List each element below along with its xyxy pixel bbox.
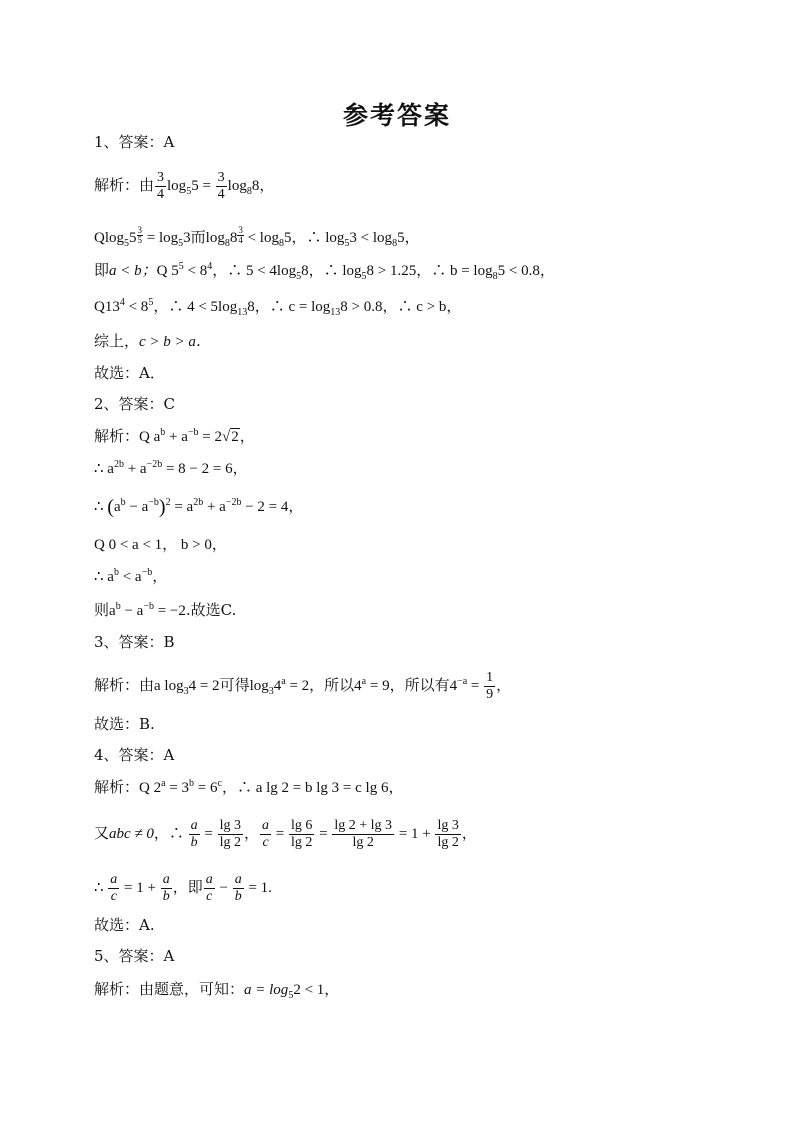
q4-answer: 4、答案：A xyxy=(94,746,175,764)
fraction: $\frac{\lg 6}{\lg 2}$ xyxy=(291,818,313,850)
q1-choose: 故选：A． xyxy=(94,364,165,382)
q1-explain-line-3: 即a < b；Q $5^5 < 8^4$，∴ $5 < 4\log_58$，∴ $\log_58 > 1.25$，∴ $b = \log_85 < 0.8$， xyxy=(94,261,555,282)
q2-explain-line-5: ∴ $a^b < a^{-b}$， xyxy=(94,567,168,585)
q1-formula-1: $\frac{3}{4}$ $\log_55$ = $\frac{3}{4}$ $\log_88$， xyxy=(157,170,275,202)
q2-explain-line-3: ∴ $(a^b - a^{-b})^2 = a^{2b} + a^{-2b} - 2 = 4$， xyxy=(94,496,304,518)
fraction: $\frac{1}{9}$ xyxy=(486,670,494,702)
fraction: $\frac{a}{b}$ xyxy=(234,872,242,904)
fraction: $\frac{a}{b}$ xyxy=(162,872,170,904)
q3-explain-line-1: 解析：由a $\log_34 = 2$可得$\log_34^a = 2$，所以$4^a = 9$，所以有$4^{-a}$ = $\frac{1}{9}$ ， xyxy=(94,670,512,702)
fraction: $\frac{a}{b}$ xyxy=(190,818,198,850)
exponent-fraction: $\frac{3}{5}$ xyxy=(137,225,143,245)
q3-choose: 故选：B. xyxy=(94,715,155,733)
q1-explain-line-2: Qlog$_5$5 $\frac{3}{5}$ = $\log_53$而$\log_88$ $\frac{3}{4}$ < $\log_85$，∴ $\log_53 < \log_85$， xyxy=(94,225,420,249)
fraction: $\frac{\lg 3}{\lg 2}$ xyxy=(437,818,459,850)
fraction: $\frac{a}{c}$ xyxy=(205,872,213,904)
q5-answer: 5、答案：A xyxy=(94,947,175,965)
fraction: $\frac{3}{4}$ xyxy=(157,170,165,202)
q1-explain-line-1: 解析：由 $\frac{3}{4}$ $\log_55$ = $\frac{3}{4}$ $\log_88$， xyxy=(94,170,275,202)
exponent-fraction: $\frac{3}{4}$ xyxy=(238,225,243,245)
fraction: $\frac{\lg 2 + \lg 3}{\lg 2}$ xyxy=(334,818,393,850)
q2-answer: 2、答案：C xyxy=(94,395,176,413)
q2-explain-line-1: 解析：Q $a^b + a^{-b} = 2√2$， xyxy=(94,427,255,445)
q4-explain-line-2: 又abc ≠ 0，∴ $\frac{a}{b}$ = $\frac{\lg 3}{\lg 2}$ ， $\frac{a}{c}$ = $\frac{\lg 6}{\lg 2}$ = $\frac{\lg 2 + \lg 3}{\lg 2}$ = 1 + $\frac{\lg 3}{\lg 2}$ ， xyxy=(94,818,477,850)
q4-explain-line-3: ∴ $\frac{a}{c}$ = 1 + $\frac{a}{b}$ ，即 $\frac{a}{c}$ − $\frac{a}{b}$ = 1. xyxy=(94,872,272,904)
fraction: $\frac{a}{c}$ xyxy=(110,872,118,904)
fraction: $\frac{a}{c}$ xyxy=(262,818,270,850)
q4-choose: 故选：A. xyxy=(94,916,155,934)
q2-explain-line-4: Q 0 < a < 1， b > 0， xyxy=(94,537,227,553)
fraction: $\frac{3}{4}$ xyxy=(217,170,225,202)
q1-answer: 1、答案：A xyxy=(94,133,175,151)
q1-explain-line-4: $Q13^4 < 8^5$，∴ $4 < 5\log_{13}8$，∴ $c = \log_{13}8 > 0.8$，∴ c > b， xyxy=(94,297,462,318)
q2-explain-line-2: ∴ $a^{2b} + a^{-2b} = 8 - 2 = 6$， xyxy=(94,459,248,477)
q4-explain-line-1: 解析：Q $2^a = 3^b = 6^c$，∴ a lg 2 = b lg 3 = c lg 6， xyxy=(94,778,404,796)
q2-explain-line-6: 则$a^b - a^{-b} = -2$.故选C. xyxy=(94,601,237,619)
q1-conclusion: 综上，c > b > a． xyxy=(94,332,211,350)
q5-explain-line-1: 解析：由题意，可知：$a = \log_52 < 1$， xyxy=(94,980,340,1001)
q3-answer: 3、答案：B xyxy=(94,633,175,651)
fraction: $\frac{\lg 3}{\lg 2}$ xyxy=(219,818,242,850)
page-title: 参考答案 xyxy=(342,101,451,130)
